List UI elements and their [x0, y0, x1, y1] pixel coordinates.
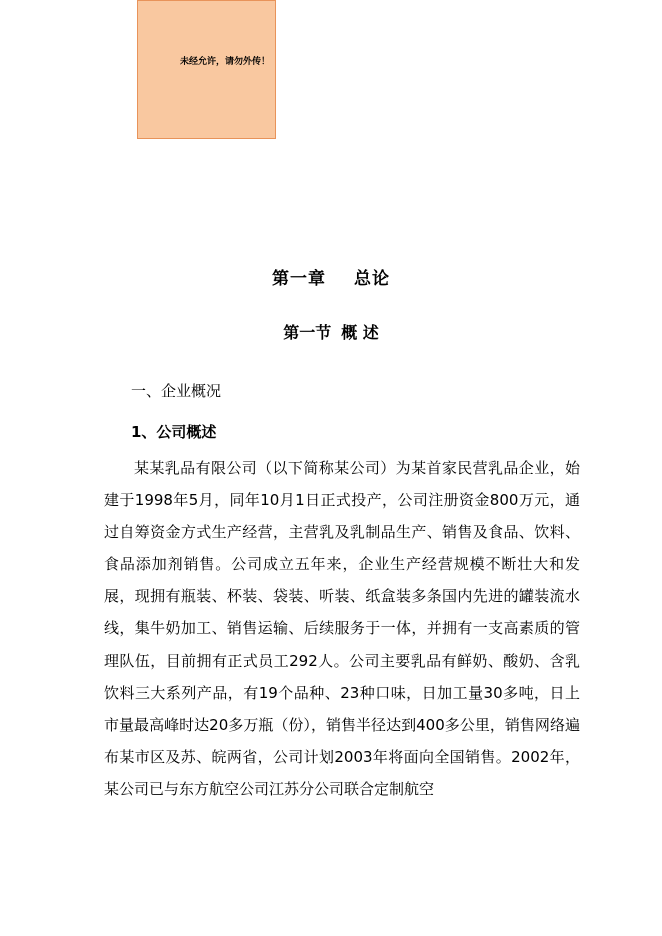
body-paragraph: 某某乳品有限公司（以下简称某公司）为某首家民营乳品企业，始建于1998年5月，同年10月1日正式投产，公司注册资金800万元，通过自筹资金方式生产经营，主营乳及乳制品生产、销售及食品、饮料、食品添加剂销售。公司成立五年来，企业生产经营规模不断壮大和发展，现拥有瓶装、杯装、袋装、听装、纸盒装多条国内先进的罐装流水线，集牛奶加工、销售运输、后续服务于一体，并拥有一支高素质的管理队伍，目前拥有正式员工292人。公司主要乳品有鲜奶、酸奶、含乳饮料三大系列产品，有19个品种、23种口味，日加工量30多吨，日上市量最高峰时达20多万瓶（份），销售半径达到400多公里，销售网络遍布某市区及苏、皖两省，公司计划2003年将面向全国销售。2002年，某公司已与东方航空公司江苏分公司联合定制航空: [104, 459, 580, 798]
chapter-title: [0, 264, 662, 289]
confidential-notice-text: 未经允许，请勿外传！: [180, 57, 271, 67]
heading-company-overview: 一、企业概况: [131, 382, 222, 400]
section-title: [0, 320, 662, 343]
subheading-company-summary: 1、公司概述: [131, 423, 217, 441]
confidential-notice-box: [137, 0, 276, 139]
section-number: 第一节: [283, 323, 332, 342]
chapter-name: 总论: [354, 269, 390, 289]
chapter-number: 第一章: [272, 269, 326, 289]
section-name: 概 述: [341, 323, 379, 342]
